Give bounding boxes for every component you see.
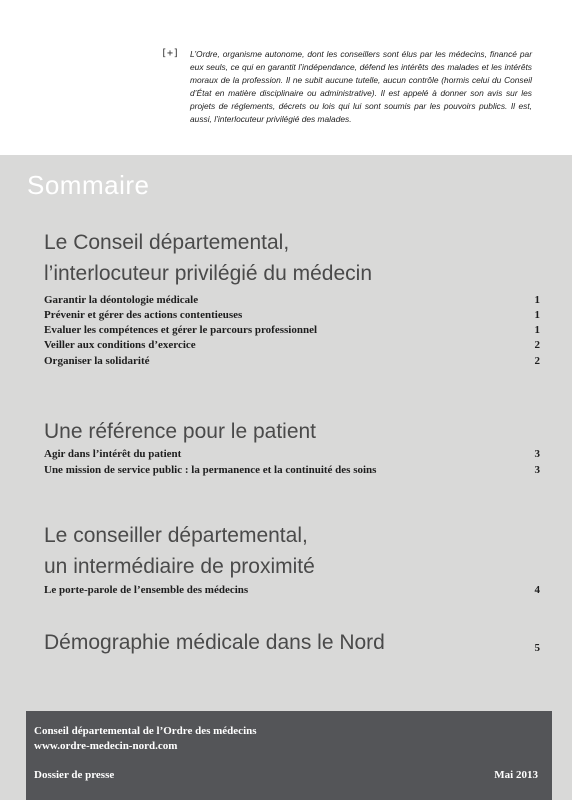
toc-item-page: 4 xyxy=(534,583,540,596)
toc-item[interactable] xyxy=(44,353,540,368)
toc-item-label: Veiller aux conditions d’exercice xyxy=(44,338,196,351)
toc-item-label: Garantir la déontologie médicale xyxy=(44,293,199,306)
footer-box xyxy=(26,711,552,800)
toc-item[interactable] xyxy=(44,322,540,337)
toc-item-page: 1 xyxy=(534,293,540,306)
section-4-title xyxy=(44,627,385,658)
section-4-page: 5 xyxy=(534,642,540,654)
toc-item-label: Organiser la solidarité xyxy=(44,354,150,367)
toc-item-label: Evaluer les compétences et gérer le parcours professionnel xyxy=(44,323,318,336)
toc-item[interactable] xyxy=(44,446,540,461)
toc-item-page: 1 xyxy=(534,308,540,321)
footer-url[interactable]: www.ordre-medecin-nord.com xyxy=(34,740,178,752)
toc-item-label: Une mission de service public : la permanence et la continuité des soins xyxy=(44,463,377,476)
section-3-title xyxy=(44,520,315,582)
note-marker: [+] xyxy=(161,48,180,59)
section-2-title xyxy=(44,416,316,447)
section-1-line1: Le Conseil départemental, xyxy=(44,231,290,254)
section-1-line2: l’interlocuteur privilégié du médecin xyxy=(44,262,373,285)
section-4-line1: Démographie médicale dans le Nord xyxy=(44,631,385,654)
toc-item-page: 2 xyxy=(534,338,540,351)
section-3-line2: un intermédiaire de proximité xyxy=(44,555,315,578)
toc-item-label: Prévenir et gérer des actions contentieuses xyxy=(44,308,243,321)
footer-date: Mai 2013 xyxy=(494,769,538,781)
toc-item[interactable] xyxy=(44,337,540,352)
toc-item[interactable] xyxy=(44,462,540,477)
section-2-line1: Une référence pour le patient xyxy=(44,420,317,443)
toc-item-page: 3 xyxy=(534,463,540,476)
toc-item[interactable] xyxy=(44,307,540,322)
toc-item-page: 1 xyxy=(534,323,540,336)
section-3-line1: Le conseiller départemental, xyxy=(44,524,308,547)
section-1-title xyxy=(44,227,372,289)
footer-label: Dossier de presse xyxy=(34,769,115,781)
footer-org: Conseil départemental de l’Ordre des médecins xyxy=(34,725,257,737)
toc-item[interactable] xyxy=(44,292,540,307)
toc-item-page: 2 xyxy=(534,354,540,367)
sommaire-title: Sommaire xyxy=(27,170,150,200)
toc-item-label: Le porte-parole de l’ensemble des médecins xyxy=(44,583,249,596)
toc-item[interactable] xyxy=(44,582,540,597)
toc-item-label: Agir dans l’intérêt du patient xyxy=(44,447,182,460)
toc-item-page: 3 xyxy=(534,447,540,460)
note-text: L’Ordre, organisme autonome, dont les conseillers sont élus par les médecins, financé par eux seuls, ce qui en garantit l’indépendance, défend les intérêts des malades et les intérêts moraux de la profession. Il ne subit aucune tutelle, aucun contrôle (hormis celui du Conseil d’État en matière disciplinaire ou administrative). Il est appelé à donner son avis sur les projets de réglements, décrets ou lois qui lui sont soumis par les pouvoirs publics. Il est, aussi, l’interlocuteur privilégié des malades. xyxy=(190,49,532,125)
